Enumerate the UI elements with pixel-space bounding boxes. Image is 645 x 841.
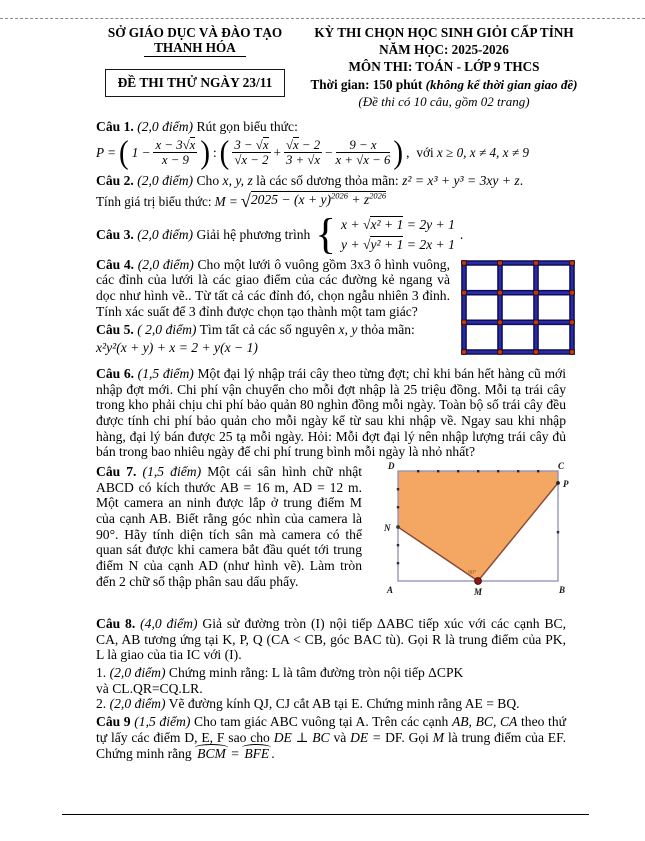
header [96, 25, 590, 110]
header-left [96, 25, 294, 110]
figure-label-D: D [388, 461, 395, 472]
q1-formula: P = ( 1 − $\frac{x - 3√x}{x - 9}$ ) : ( $\frac{3 - √x}{√x - 2}$ + $\frac{√x - 2}{3 + √x}$ − $\frac{9 - x}{x + √x - 6}$ ) , với x ≥ 0, x ≠ 4, x ≠ 9 [96, 134, 529, 171]
bottom-rule [62, 814, 589, 815]
figure-label-B: B [559, 585, 566, 596]
camera-visible-region [398, 471, 558, 581]
contest-title: KỲ THI CHỌN HỌC SINH GIỎI CẤP TỈNH [314, 25, 574, 40]
question-9: Câu 9 (1,5 điểm) Cho tam giác ABC vuông tại A. Trên các cạnh AB, BC, CA theo thứ tự lấy các điểm D, E, F sao cho DE ⊥ BC và DE = DF. Gọi M là trung điểm của EF. Chứng minh rằng BCM = BFE . [96, 714, 566, 761]
grid-figure [460, 259, 576, 356]
question-8-item-1: 1. (2,0 điểm) Chứng minh rằng: L là tâm đường tròn nội tiếp ΔCPK [96, 665, 464, 681]
q7-block [96, 461, 569, 610]
equation-system: x + √x² + 1 = 2y + 1 y + √y² + 1 = 2x + 1 [340, 217, 455, 253]
subject-line: MÔN THI: TOÁN - LỚP 9 THCS [348, 58, 540, 74]
camera-figure [370, 458, 584, 608]
fraction-b: $\frac{3 - √x}{√x - 2}$ [234, 137, 269, 168]
figure-label-C: C [558, 461, 565, 472]
question-6: Câu 6. (1,5 điểm) Một đại lý nhập trái cây theo từng đợt; chỉ khi bán hết hàng cũ mới nhập đợt mới. Chi phí vận chuyển cho mỗi đợt nhập là 25 triệu đồng. Mỗi tạ trái cây trong kho phải chịu chi phí bảo quản 80 nghìn đồng mỗi ngày. Toàn bộ số trái cây đều được tính chi phí bảo quản cho mỗi ngày kể từ sau khi nhập về. Ngay sau khi nhập hàng, đại lý bán được 25 tạ mỗi ngày. Hỏi: Mỗi đợt đại lý nên nhập lượng trái cây đủ bán trong bao nhiêu ngày để chi phí trung bình mỗi ngày là nhỏ nhất? [96, 365, 566, 460]
radical: $√2025 - (x + y)^{2026} + z^{2026}$ [240, 190, 387, 212]
point-M-dot [475, 578, 482, 585]
q2-formula: Tính giá trị biểu thức: M = $√2025 - (x + y)^{2026} + z^{2026}$ [96, 190, 387, 212]
question-8-item-1b: và CL.QR=CQ.LR. [96, 680, 203, 696]
department-city: THANH HÓA [144, 40, 246, 57]
fraction-d: $\frac{9 - x}{x + √x - 6}$ [335, 137, 391, 168]
angle-arc-BFE: BFE [244, 745, 270, 761]
page-content [96, 25, 578, 763]
duration-line: Thời gian: 150 phút (không kể thời gian giao đề) [310, 76, 578, 92]
figure-label-M: M [474, 587, 483, 598]
question-2: Câu 2. (2,0 điểm) Cho x, y, z là các số dương thỏa mãn: z² = x³ + y³ = 3xy + z. [96, 172, 524, 188]
q4-q5-block [96, 257, 566, 361]
question-5: Câu 5. ( 2,0 điểm) Tìm tất cả các số nguyên x, y thỏa mãn: [96, 321, 415, 337]
point-N-dot [396, 525, 400, 529]
fraction-a: $\frac{x - 3√x}{x - 9}$ [155, 137, 196, 168]
question-1: Câu 1. (2,0 điểm) Rút gọn biểu thức: [96, 119, 298, 135]
figure-angle-label: 90° [468, 570, 477, 577]
pages-note: (Đề thi có 10 câu, gồm 02 trang) [358, 93, 530, 109]
question-7: Câu 7. (1,5 điểm) Một cái sân hình chữ nhật ABCD có kích thước AB = 16 m, AD = 12 m. Một camera an ninh được lắp ở trung điểm M của cạnh AB. Biết rằng góc nhìn của camera là 90°. Hãy tính diện tích sân mà camera có thể quan sát được khi camera bắt đầu quét tới trung điểm N của cạnh AD (như hình vẽ). Làm tròn đến 2 chữ số thập phân sau dấu phẩy. [96, 464, 363, 589]
q5-equation: x²y²(x + y) + x = 2 + y(x − 1) [96, 340, 258, 356]
department-name: SỞ GIÁO DỤC VÀ ĐÀO TẠO [107, 25, 283, 40]
question-8-item-2: 2. (2,0 điểm) Vẽ đường kính QJ, CJ cắt AB tại E. Chứng minh rằng AE = BQ. [96, 696, 520, 712]
fraction-c: $\frac{√x - 2}{3 + √x}$ [285, 137, 321, 168]
page-cut-line [0, 18, 645, 19]
angle-arc-BCM: BCM [197, 745, 226, 761]
exam-box-title: ĐỀ THI THỬ NGÀY 23/11 [105, 69, 286, 96]
question-4: Câu 4. (2,0 điểm) Cho một lưới ô vuông gồm 3x3 ô hình vuông, các đỉnh của lưới là các giao điểm của các đường kẻ ngang và dọc như hình vẽ.. Từ tất cả các đỉnh đó, chọn ngẫu nhiên 3 đỉnh. Tính xác suất để 3 đỉnh được chọn tạo thành một tam giác? [96, 256, 450, 319]
question-8: Câu 8. (4,0 điểm) Giả sử đường tròn (I) nội tiếp ΔABC tiếp xúc với các cạnh BC, CA, AB tương ứng tại K, P, Q (CA < CB, góc BAC tù). Gọi R là trung điểm của PK, L là giao của tia IC với (I). [96, 616, 567, 663]
figure-label-A: A [387, 585, 394, 596]
q1-condition: với x ≥ 0, x ≠ 4, x ≠ 9 [416, 145, 529, 161]
school-year: NĂM HỌC: 2025-2026 [379, 41, 509, 57]
header-right [298, 25, 590, 110]
figure-label-P: P [563, 479, 569, 490]
figure-label-N: N [384, 523, 391, 534]
point-P-dot [556, 481, 560, 485]
question-3: Câu 3. (2,0 điểm) Giải hệ phương trình { x + √x² + 1 = 2y + 1 y + √y² + 1 = 2x + 1 . [96, 211, 464, 259]
